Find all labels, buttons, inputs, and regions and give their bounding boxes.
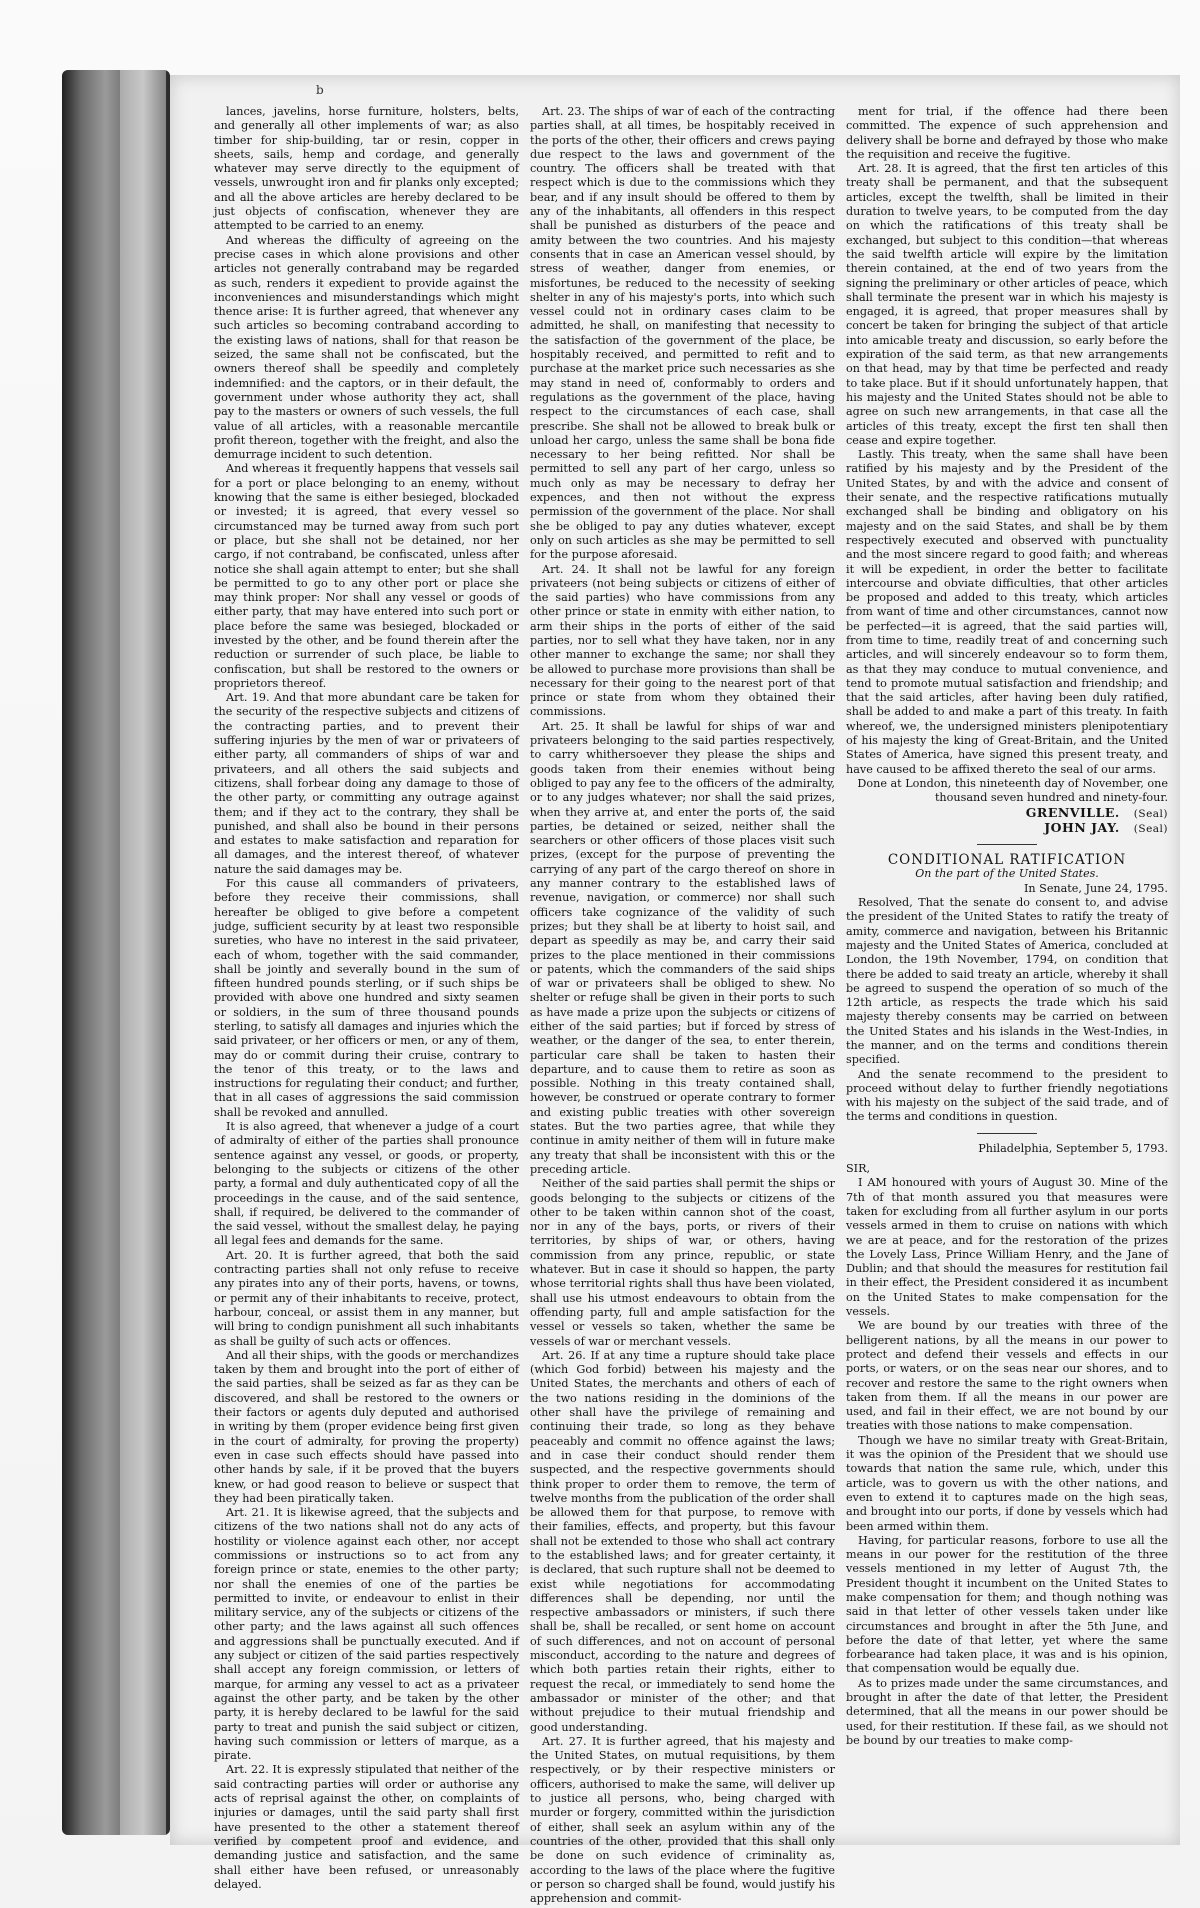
- divider: [977, 844, 1037, 845]
- signature-name: GRENVILLE.: [1025, 804, 1120, 820]
- section-subheading: On the part of the United States.: [915, 867, 1099, 881]
- page-signature-mark: b: [316, 83, 324, 97]
- article-28: Art. 28. It is agreed, that the first ten articles of this treaty shall be permanent, and that the subsequent articles, except the twelfth, shall be limited in their duration to twelve years, to be computed from the day on which the ratifications of this treaty shall be exchanged, but subject to this condition—that whereas the said twelfth article will expire by the limitation therein contained, at the end of two years from the signing the preliminary or other articles of peace, which shall terminate the present war in which his majesty is engaged, it is agreed, that proper measures shall by concert be taken for bringing the subject of that article into amicable treaty and discussion, so early before the expiration of the said term, as that new arrangements on that head, may by that time be perfected and ready to take place. But if it should unfortunately happen, that his majesty and the United States should not be able to agree on such new arrangements, in that case all the articles of this treaty, except the first ten shall then cease and expire together.: [846, 162, 1168, 447]
- article-23: Art. 23. The ships of war of each of the contracting parties shall, at all times, be hospitably received in the ports of the other, their officers and crews paying due respect to the laws and government of the country. The officers shall be treated with that respect which is due to the commissions which they bear, and if any insult should be offered to them by any of the inhabitants, all offenders in this respect shall be punished as disturbers of the peace and amity between the two countries. And his majesty consents that in case an American vessel should, by stress of weather, danger from enemies, or misfortunes, be reduced to the necessity of seeking shelter in any of his majesty's ports, into which such vessel could not in ordinary cases claim to be admitted, he shall, on manifesting that necessity to the satisfaction of the government of the place, be hospitably received, and permitted to refit and to purchase at the market price such necessaries as she may stand in need of, conformably to orders and regulations as the government of the place, having respect to the circumstances of each case, shall prescribe. She shall not be allowed to break bulk or unload her cargo, unless the same shall be bona fide necessary to her being refitted. Nor shall be permitted to sell any part of her cargo, unless so much only as may be necessary to defray her expences, and then not without the express permission of the government of the place. Nor shall she be obliged to pay any duties whatever, except only on such articles as she may be permitted to sell for the purpose aforesaid.: [530, 105, 835, 562]
- text-column-1: [214, 105, 519, 1891]
- paragraph: And whereas it frequently happens that vessels sail for a port or place belonging to an enemy, without knowing that the same is either besieged, blockaded or invested; it is agreed, that every vessel so circumstanced may be turned away from such port or place, but she shall not be detained, nor her cargo, if not contraband, be confiscated, unless after notice she shall again attempt to enter; but she shall be permitted to go to any other port or place she may think proper: Nor shall any vessel or goods of either party, that may have entered into such port or place before the same was besieged, blockaded or invested by the other, and be found therein after the reduction or surrender of such place, be liable to confiscation, but shall be restored to the owners or proprietors thereof.: [214, 462, 519, 690]
- paragraph: And whereas the difficulty of agreeing on the precise cases in which alone provisions and other articles not generally contraband may be regarded as such, renders it expedient to provide against the inconveniences and misunderstandings which might thence arise: It is further agreed, that whenever any such articles so becoming contraband according to the existing laws of nations, shall for that reason be seized, the same shall not be confiscated, but the owners thereof shall be speedily and completely indemnified: and the captors, or in their default, the government under whose authority they act, shall pay to the masters or owners of such vessels, the full value of all articles, with a reasonable mercantile profit thereon, together with the freight, and also the demurrage incident to such detention.: [214, 233, 519, 462]
- article-21: Art. 21. It is likewise agreed, that the subjects and citizens of the two nations shall not do any acts of hostility or violence against each other, nor accept commissions or instructions so to act from any foreign prince or state, enemies to the other party; nor shall the enemies of one of the parties be permitted to invite, or endeavour to enlist in their military service, any of the subjects or citizens of the other party; and the laws against all such offences and aggressions shall be punctually executed. And if any subject or citizen of the said parties respectively shall accept any foreign commission, or letters of marque, for arming any vessel to act as a privateer against the other party, and be taken by the other party, it is hereby declared to be lawful for the said party to treat and punish the said subject or citizen, having such commission or letters of marque, as a pirate.: [214, 1506, 519, 1763]
- paragraph: Though we have no similar treaty with Great-Britain, it was the opinion of the President that we should use towards that nation the same rule, which, under this article, was to govern us with the other nations, and even to extend it to captures made on the high seas, and brought into our ports, if done by vessels which had been armed within them.: [846, 1433, 1168, 1533]
- paragraph: As to prizes made under the same circumstances, and brought in after the date of that letter, the President determined, that all the means in our power should be used, for their restitution. If these fail, as we should not be bound by our treaties to make comp-: [846, 1676, 1168, 1747]
- senate-dateline: In Senate, June 24, 1795.: [1023, 881, 1168, 895]
- text-column-3: [846, 105, 1168, 1825]
- article-22: Art. 22. It is expressly stipulated that neither of the said contracting parties will order or authorise any acts of reprisal against the other, on complaints of injuries or damages, until the said party shall first have presented to the other a statement thereof verified by competent proof and evidence, and demanding justice and satisfaction, and the same shall either have been refused, or unreasonably delayed.: [214, 1763, 519, 1891]
- paragraph: lances, javelins, horse furniture, holsters, belts, and generally all other implements of war; as also timber for ship-building, tar or resin, copper in sheets, sails, hemp and cordage, and generally whatever may serve directly to the equipment of vessels, unwrought iron and fir planks only excepted; and all the above articles are hereby declared to be just objects of confiscation, whenever they are attempted to be carried to an enemy.: [214, 105, 519, 233]
- article-19: Art. 19. And that more abundant care be taken for the security of the respective subjects and citizens of the contracting parties, and to prevent their suffering injuries by the men of war or privateers of either party, all commanders of ships of war and privateers, and all others the said subjects and citizens, shall forbear doing any damage to those of the other party, or committing any outrage against them; and if they act to the contrary, they shall be punished, and shall also be bound in their persons and estates to make satisfaction and reparation for all damages, and the interest thereof, of whatever nature the said damages may be.: [214, 691, 519, 876]
- seal-label: (Seal): [1133, 807, 1168, 820]
- text-column-2: [530, 105, 835, 1906]
- paragraph: ment for trial, if the offence had there been committed. The expence of such apprehension and delivery shall be borne and defrayed by those who make the requisition and receive the fugitive.: [846, 105, 1168, 161]
- treaty-date-line: Done at London, this nineteenth day of November, one thousand seven hundred and ninety-four.: [857, 776, 1168, 805]
- newspaper-page: [170, 75, 1180, 1906]
- article-25: Art. 25. It shall be lawful for ships of war and privateers belonging to the said parties respectively, to carry whithersoever they please the ships and goods taken from their enemies without being obliged to pay any fee to the officers of the admiralty, or to any judges whatever; nor shall the said prizes, when they arrive at, and enter the ports of, the said parties, be detained or seized, neither shall the searchers or other officers of those places visit such prizes, (except for the purpose of preventing the carrying of any part of the cargo thereof on shore in any manner contrary to the established laws of revenue, navigation, or commerce) nor shall such officers take cognizance of the validity of such prizes; but they shall be at liberty to hoist sail, and depart as speedily as may be, and carry their said prizes to the place mentioned in their commissions or patents, which the commanders of the said ships of war or privateers shall be obliged to shew. No shelter or refuge shall be given in their ports to such as have made a prize upon the subjects or citizens of either of the said parties; but if forced by stress of weather, or the danger of the sea, to enter therein, particular care shall be taken to hasten their departure, and to cause them to retire as soon as possible. Nothing in this treaty contained shall, however, be construed or operate contrary to former and existing public treaties with other sovereign states. But the two parties agree, that while they continue in amity neither of them will in future make any treaty that shall be inconsistent with this or the preceding article.: [530, 719, 835, 1176]
- signature-name: JOHN JAY.: [1044, 819, 1120, 835]
- article-26: Art. 26. If at any time a rupture should take place (which God forbid) between his majesty and the United States, the merchants and others of each of the two nations residing in the dominions of the other shall have the privilege of remaining and continuing their trade, so long as they behave peaceably and commit no offence against the laws; and in case their conduct should render them suspected, and the respective governments should think proper to order them to remove, the term of twelve months from the publication of the order shall be allowed them for that purpose, to remove with their families, effects, and property, but this favour shall not be extended to those who shall act contrary to the established laws; and for greater certainty, it is declared, that such rupture shall not be deemed to exist while negotiations for accommodating differences shall be depending, nor until the respective ambassadors or ministers, if such there shall be, shall be recalled, or sent home on account of such differences, and not on account of personal misconduct, according to the nature and degrees of which both parties retain their rights, either to request the recal, or immediately to send home the ambassador or minister of the other; and that without prejudice to their mutual friendship and good understanding.: [530, 1348, 835, 1734]
- article-20: Art. 20. It is further agreed, that both the said contracting parties shall not only refuse to receive any pirates into any of their ports, havens, or towns, or permit any of their inhabitants to receive, protect, harbour, conceal, or assist them in any manner, but will bring to condign punishment all such inhabitants as shall be guilty of such acts or offences.: [214, 1248, 519, 1348]
- letter-dateline: Philadelphia, September 5, 1793.: [978, 1141, 1168, 1155]
- paragraph: For this cause all commanders of privateers, before they receive their commissions, shall hereafter be obliged to give before a competent judge, sufficient security by at least two responsible sureties, who have no interest in the said privateer, each of whom, together with the said commander, shall be jointly and severally bound in the sum of fifteen hundred pounds sterling, or if such ships be provided with above one hundred and sixty seamen or soldiers, in the sum of three thousand pounds sterling, to satisfy all damages and injuries which the said privateer, or her officers or men, or any of them, may do or commit during their cruise, contrary to the tenor of this treaty, or to the laws and instructions for regulating their conduct; and further, that in all cases of aggressions the said commission shall be revoked and annulled.: [214, 877, 519, 1119]
- seal-label: (Seal): [1133, 822, 1168, 835]
- article-27: Art. 27. It is further agreed, that his majesty and the United States, on mutual requisitions, by them respectively, or by their respective ministers or officers, authorised to make the same, will deliver up to justice all persons, who, being charged with murder or forgery, committed within the jurisdiction of either, shall seek an asylum within any of the countries of the other, provided that this shall only be done on such evidence of criminality as, according to the laws of the place where the fugitive or person so charged shall be found, would justify his apprehension and commit-: [530, 1734, 835, 1906]
- letter-salutation: SIR,: [846, 1162, 871, 1176]
- paragraph: And all their ships, with the goods or merchandizes taken by them and brought into the port of either of the said parties, shall be seized as far as they can be discovered, and shall be restored to the owners or their factors or agents duly deputed and authorised in writing by them (proper evidence being first given in the court of admiralty, for proving the property) even in case such effects should have passed into other hands by sale, if it be proved that the buyers knew, or had good reason to believe or suspect that they had been piratically taken.: [214, 1348, 519, 1505]
- paragraph: I AM honoured with yours of August 30. Mine of the 7th of that month assured you that measures were taken for excluding from all further asylum in our ports vessels armed in them to cruise on nations with which we are at peace, and for the restoration of the prizes the Lovely Lass, Prince William Henry, and the Jane of Dublin; and that should the measures for restitution fail in their effect, the President considered it as incumbent on the United States to make compensation for the vessels.: [846, 1176, 1168, 1319]
- article-24: Art. 24. It shall not be lawful for any foreign privateers (not being subjects or citizens of either of the said parties) who have commissions from any other prince or state in enmity with either nation, to arm their ships in the ports of either of the said parties, nor to sell what they have taken, nor in any other manner to exchange the same; nor shall they be allowed to purchase more provisions than shall be necessary for their going to the nearest port of that prince or state from whom they obtained their commissions.: [530, 562, 835, 719]
- section-heading: CONDITIONAL RATIFICATION: [887, 852, 1127, 869]
- paragraph: It is also agreed, that whenever a judge of a court of admiralty of either of the parties shall pronounce sentence against any vessel, or goods, or property, belonging to the subjects or citizens of the other party, a formal and duly authenticated copy of all the proceedings in the cause, and of the said sentence, shall, if required, be delivered to the commander of the said vessel, without the smallest delay, he paying all legal fees and demands for the same.: [214, 1120, 519, 1248]
- book-binding-edge: [120, 70, 166, 1835]
- signature-grenville: [846, 806, 1168, 821]
- lastly-paragraph: Lastly. This treaty, when the same shall have been ratified by his majesty and by the President of the United States, by and with the advice and consent of their senate, and the respective ratifications mutually exchanged shall be binding and obligatory on his majesty and on the said States, and shall be by them respectively executed and observed with punctuality and the most sincere regard to good faith; and whereas it will be expedient, in order the better to facilitate intercourse and obviate difficulties, that other articles be proposed and added to this treaty, which articles from want of time and other circumstances, cannot now be perfected—it is agreed, that the said parties will, from time to time, readily treat of and concerning such articles, and will sincerely endeavour so to form them, as that they may conduce to mutual convenience, and tend to promote mutual satisfaction and friendship; and that the said articles, after having been duly ratified, shall be added to and make a part of this treaty. In faith whereof, we, the undersigned ministers plenipotentiary of his majesty the king of Great-Britain, and the United States of America, have signed this present treaty, and have caused to be affixed thereto the seal of our arms.: [846, 448, 1168, 776]
- paragraph: We are bound by our treaties with three of the belligerent nations, by all the means in our power to protect and defend their vessels and effects in our ports, or waters, or on the seas near our shores, and to recover and restore the same to the right owners when taken from them. If all the means in our power are used, and fail in their effect, we are not bound by our treaties with those nations to make compensation.: [846, 1319, 1168, 1433]
- divider: [977, 1133, 1037, 1134]
- signature-jay: [846, 821, 1168, 836]
- resolution-paragraph: Resolved, That the senate do consent to, and advise the president of the United States to ratify the treaty of amity, commerce and navigation, between his Britannic majesty and the United States of America, concluded at London, the 19th November, 1794, on condition that there be added to said treaty an article, whereby it shall be agreed to suspend the operation of so much of the 12th article, as respects the trade which his said majesty thereby consents may be carried on between the United States and his islands in the West-Indies, in the manner, and on the terms and conditions therein specified.: [846, 896, 1168, 1067]
- paragraph: Having, for particular reasons, forbore to use all the means in our power for the restitution of the three vessels mentioned in my letter of August 7th, the President thought it incumbent on the United States to make compensation for them; and though nothing was said in that letter of other vessels taken under like circumstances and brought in after the 5th June, and before the date of that letter, yet where the same forbearance had taken place, it was and is his opinion, that compensation would be equally due.: [846, 1533, 1168, 1676]
- paragraph: Neither of the said parties shall permit the ships or goods belonging to the subjects or citizens of the other to be taken within cannon shot of the coast, nor in any of the bays, ports, or rivers of their territories, by ships of war, or others, having commission from any prince, republic, or state whatever. But in case it should so happen, the party whose territorial rights shall thus have been violated, shall use his utmost endeavours to obtain from the offending party, full and ample satisfaction for the vessel or vessels so taken, whether the same be vessels of war or merchant vessels.: [530, 1177, 835, 1348]
- paragraph: And the senate recommend to the president to proceed without delay to further friendly negotiations with his majesty on the subject of the said trade, and of the terms and conditions in question.: [846, 1067, 1168, 1124]
